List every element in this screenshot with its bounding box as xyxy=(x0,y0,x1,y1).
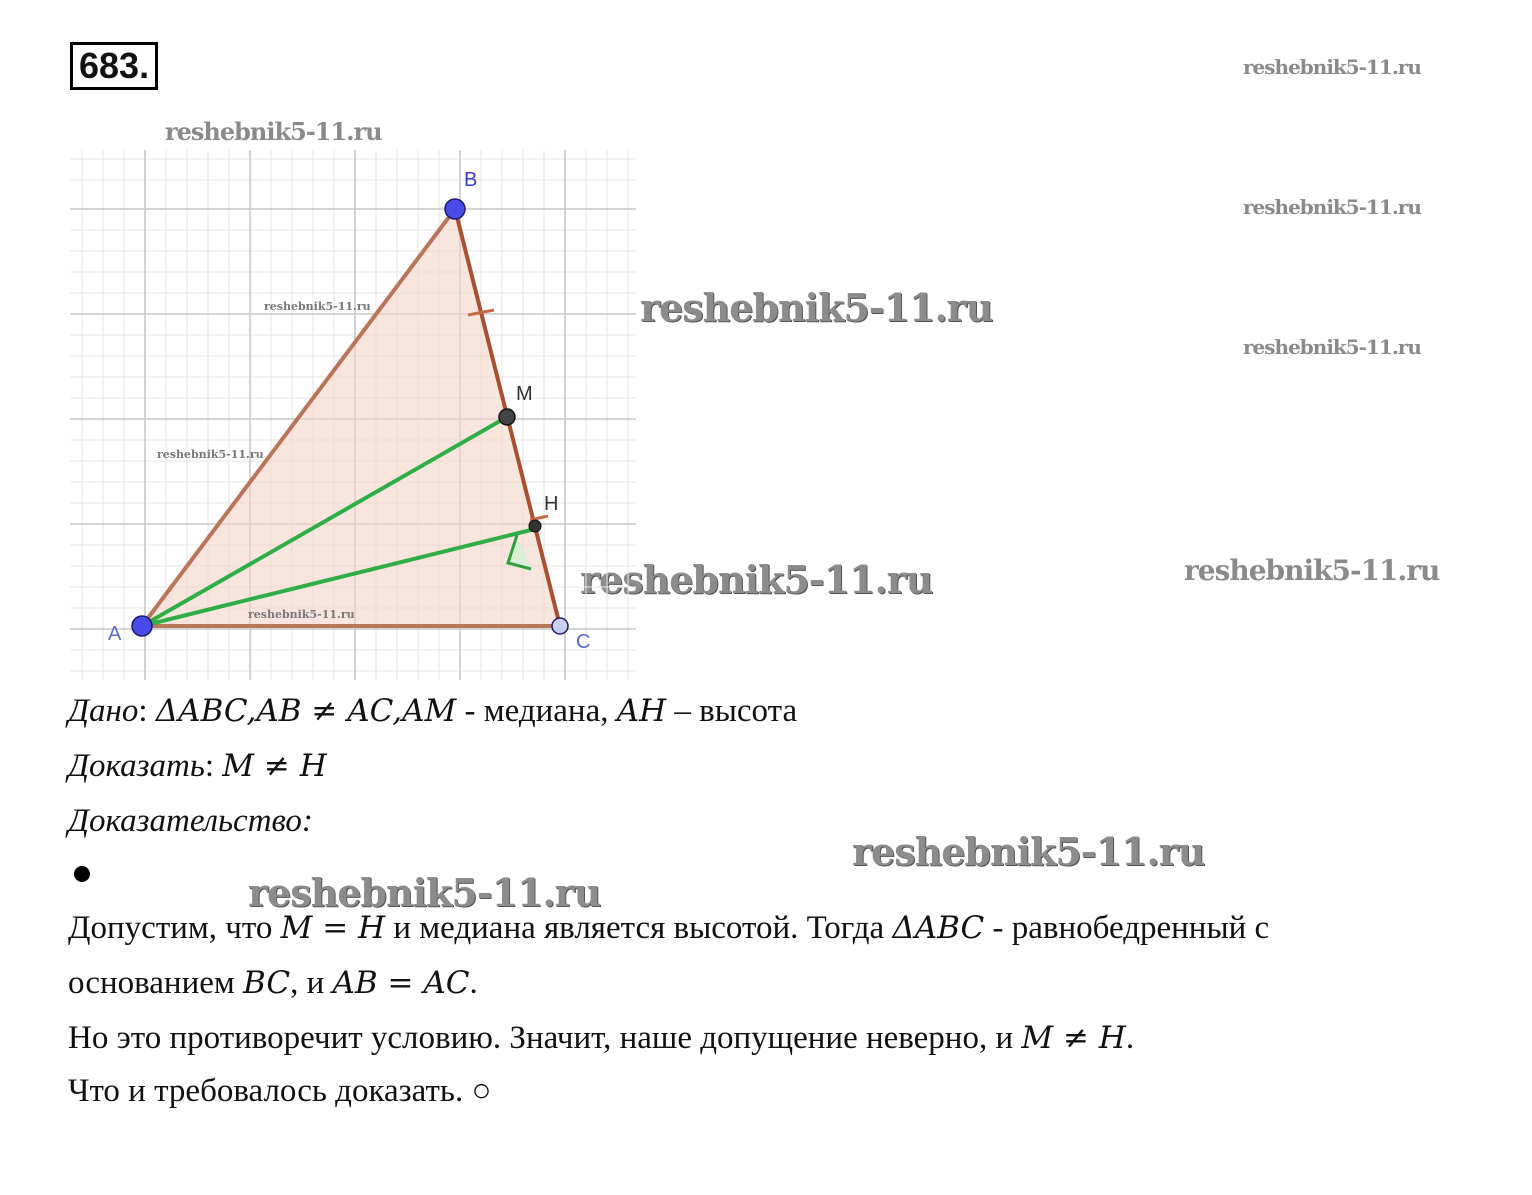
label-h: H xyxy=(544,493,559,515)
point-m xyxy=(499,409,515,425)
prove-label: Доказать xyxy=(68,748,205,784)
proof-line-3: Но это противоречит условию. Значит, наше допущение неверно, и M ≠ H. xyxy=(68,1020,1135,1056)
label-b: B xyxy=(464,169,478,191)
watermark: reshebnik5-11.ru xyxy=(1243,55,1421,79)
watermark: reshebnik5-11.ru xyxy=(1243,195,1421,219)
prove-line: Доказать: M ≠ H xyxy=(68,748,327,784)
proof-label: Доказательство: xyxy=(68,803,313,839)
qed-symbol: ○ xyxy=(471,1073,492,1109)
point-c xyxy=(552,618,568,634)
watermark: reshebnik5-11.ru xyxy=(248,608,355,621)
given-label: Дано xyxy=(68,693,139,729)
given-math: ΔABC,AB ≠ AC,AM xyxy=(155,693,457,729)
proof-line-2: основанием BC, и AB = AC. xyxy=(68,965,478,1001)
given-line: Дано: ΔABC,AB ≠ AC,AM - медиана, AH – высота xyxy=(68,693,798,729)
watermark: reshebnik5-11.ru xyxy=(852,829,1205,874)
point-b xyxy=(445,199,465,219)
point-h xyxy=(529,520,541,532)
triangle-figure xyxy=(70,150,640,680)
watermark: reshebnik5-11.ru xyxy=(640,285,993,330)
watermark: reshebnik5-11.ru xyxy=(264,300,371,313)
watermark: reshebnik5-11.ru xyxy=(1184,554,1440,587)
label-a: A xyxy=(108,623,122,645)
label-c: C xyxy=(576,631,591,653)
watermark: reshebnik5-11.ru xyxy=(157,448,264,461)
watermark: reshebnik5-11.ru xyxy=(1243,335,1421,359)
label-m: M xyxy=(516,383,533,405)
problem-number: 683. xyxy=(70,42,158,90)
watermark: reshebnik5-11.ru xyxy=(165,117,382,146)
watermark: reshebnik5-11.ru xyxy=(580,557,933,602)
proof-line-4: Что и требовалось доказать. ○ xyxy=(68,1073,492,1109)
watermark: reshebnik5-11.ru xyxy=(248,870,601,915)
proof-line-1: Допустим, что M = H и медиана является высотой. Тогда ΔABC - равнобедренный с xyxy=(68,910,1270,946)
point-a xyxy=(132,616,152,636)
bullet xyxy=(74,866,90,882)
prove-math: M ≠ H xyxy=(222,748,327,784)
